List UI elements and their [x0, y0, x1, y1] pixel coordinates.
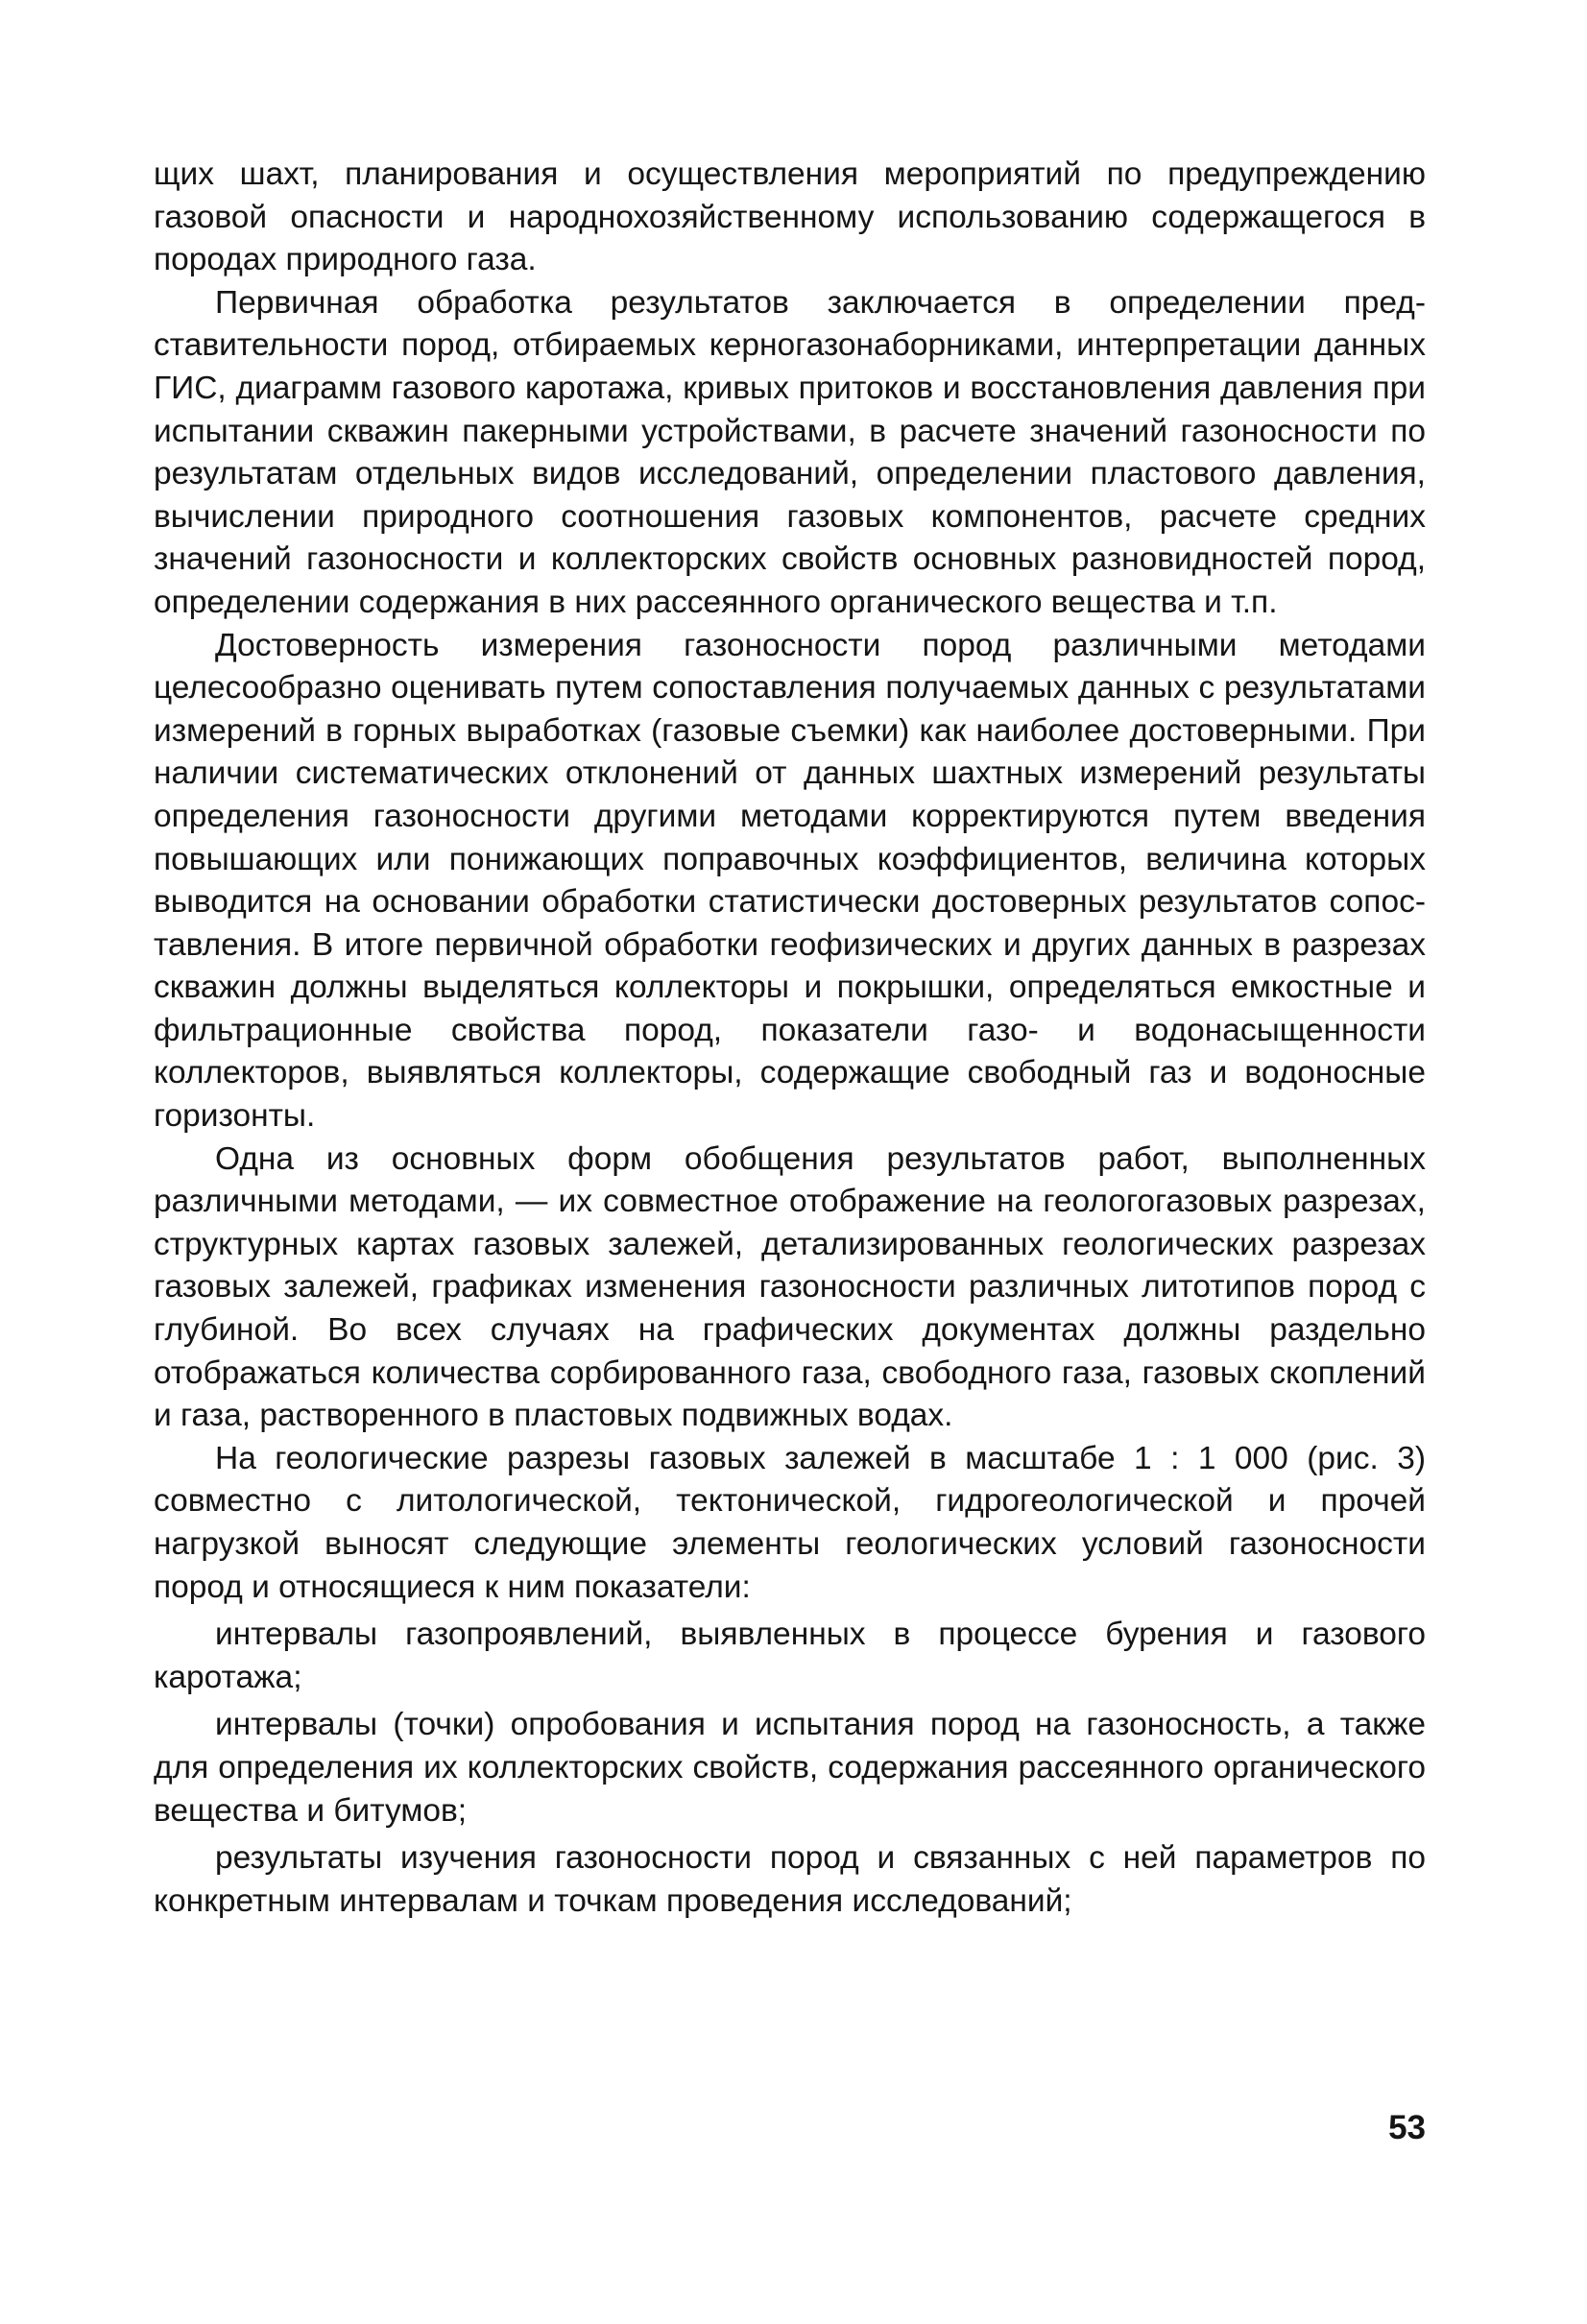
paragraph-geological-sections: На геологические разрезы газовых залежей в масштабе 1 : 1 000 (рис. 3) совместно с литологической, тектонической, гидрогеологической и прочей нагрузкой выносят следующие элементы геологических условий газоносности пород и относящиеся к ним показатели: [154, 1440, 1426, 1605]
page-number: 53 [1388, 2109, 1426, 2146]
paragraph-primary-processing: Первичная обработка результатов заключается в определении представительности пород, отбираемых керногазонаборниками, интерпретации данных ГИС, диаграмм газового каротажа, кривых притоков и восстановления давления при испытании скважин пакерными устройствами, в расчете значений газоносности по результатам отдельных видов исследований, определении пластового давления, вычислении природного соотношения газовых компонентов, расчете средних значений газоносности и коллекторских свойств основных разновидностей пород, определении содержания в них рассеянного органического вещества и т.п. [154, 284, 1426, 620]
list-item-sampling-intervals: интервалы (точки) опробования и испытания пород на газоносность, а также для определения их коллекторских свойств, содержания рассеянного органического вещества и битумов; [154, 1707, 1426, 1829]
paragraph-results-generalization: Одна из основных форм обобщения результатов работ, выполненных различными методами, — их совместное отображение на геологогазовых разрезах, структурных картах газовых залежей, детализированных геологических разрезах газовых залежей, графиках изменения газоносности различных литотипов пород с глубиной. Во всех случаях на графических документах должны раздельно отображаться количества сорбированного газа, свободного газа, газовых скоплений и газа, растворенного в пластовых подвижных водах. [154, 1140, 1426, 1434]
list-item-gas-shows: интервалы газопроявлений, выявленных в процессе бурения и газового каротажа; [154, 1617, 1426, 1695]
paragraph-1-continuation: щих шахт, планирования и осуществления мероприятий по предупреждению газовой опасности и народнохозяйственному использованию содержащегося в породах природного газа. [154, 156, 1426, 278]
list-item-study-results: результаты изучения газоносности пород и связанных с ней параметров по конкретным интервалам и точкам проведения исследований; [154, 1840, 1426, 1919]
paragraph-measurement-reliability: Достоверность измерения газоносности пород различными методами целесообразно оценивать путем сопоставления получаемых данных с результатами измерений в горных выработках (газовые съемки) как наиболее достоверными. При наличии систематических отклонений от данных шахтных измерений результаты определения газоносности другими методами корректируются путем введения повышающих или понижающих поправочных коэффициентов, величина которых выводится на основании обработки статистически достоверных результатов сопоставления. В итоге первичной обработки геофизических и других данных в разрезах скважин должны выделяться коллекторы и покрышки, определяться емкостные и фильтрационные свойства пород, показатели газо- и водонасыщенности коллекторов, выявляться коллекторы, содержащие свободный газ и водоносные горизонты. [154, 627, 1426, 1135]
body-text [154, 154, 1426, 1923]
